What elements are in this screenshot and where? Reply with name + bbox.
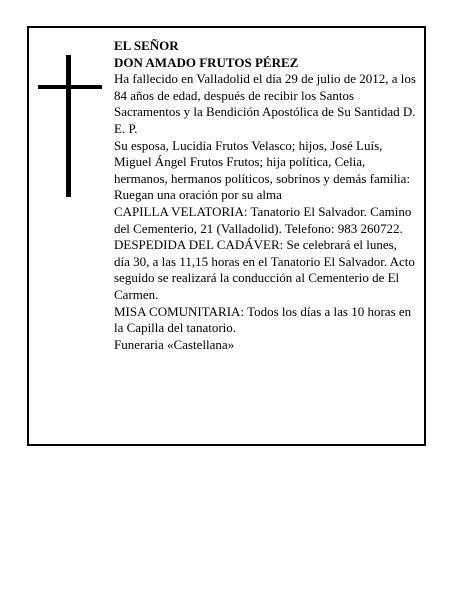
obituary-text xyxy=(114,38,416,353)
funeral-home: Funeraria «Castellana» xyxy=(114,336,235,352)
mass-info: MISA COMUNITARIA: Todos los días a las 10 horas en la Capilla del tanatorio. xyxy=(114,303,412,336)
farewell-info: DESPEDIDA DEL CADÁVER: Se celebrará el lunes, día 30, a las 11,15 horas en el Tanatorio El Salvador. Acto seguido se realizará la conducción al Cementerio de El Carmen. xyxy=(114,237,415,302)
death-announcement: Ha fallecido en Valladolid el día 29 de julio de 2012, a los 84 años de edad, después de recibir los Santos Sacramentos y la Bendición Apostólica de Su Santidad D. E. P. xyxy=(114,71,416,136)
deceased-name: DON AMADO FRUTOS PÉREZ xyxy=(114,54,299,70)
cross-vertical-bar xyxy=(66,55,71,197)
cross-horizontal-bar xyxy=(38,85,102,89)
notice-title: EL SEÑOR xyxy=(114,38,179,53)
prayer-request: Ruegan una oración por su alma xyxy=(114,187,282,203)
chapel-info: CAPILLA VELATORIA: Tanatorio El Salvador. Camino del Cementerio, 21 (Valladolid). Telefono: 983 260722. xyxy=(114,203,412,236)
family-members: Su esposa, Lucidia Frutos Velasco; hijos, José Luís, Miguel Ángel Frutos Frutos; hija política, Celia, hermanos, hermanos políticos, sobrinos y demás familia: xyxy=(114,137,411,186)
cross-icon xyxy=(38,55,102,197)
